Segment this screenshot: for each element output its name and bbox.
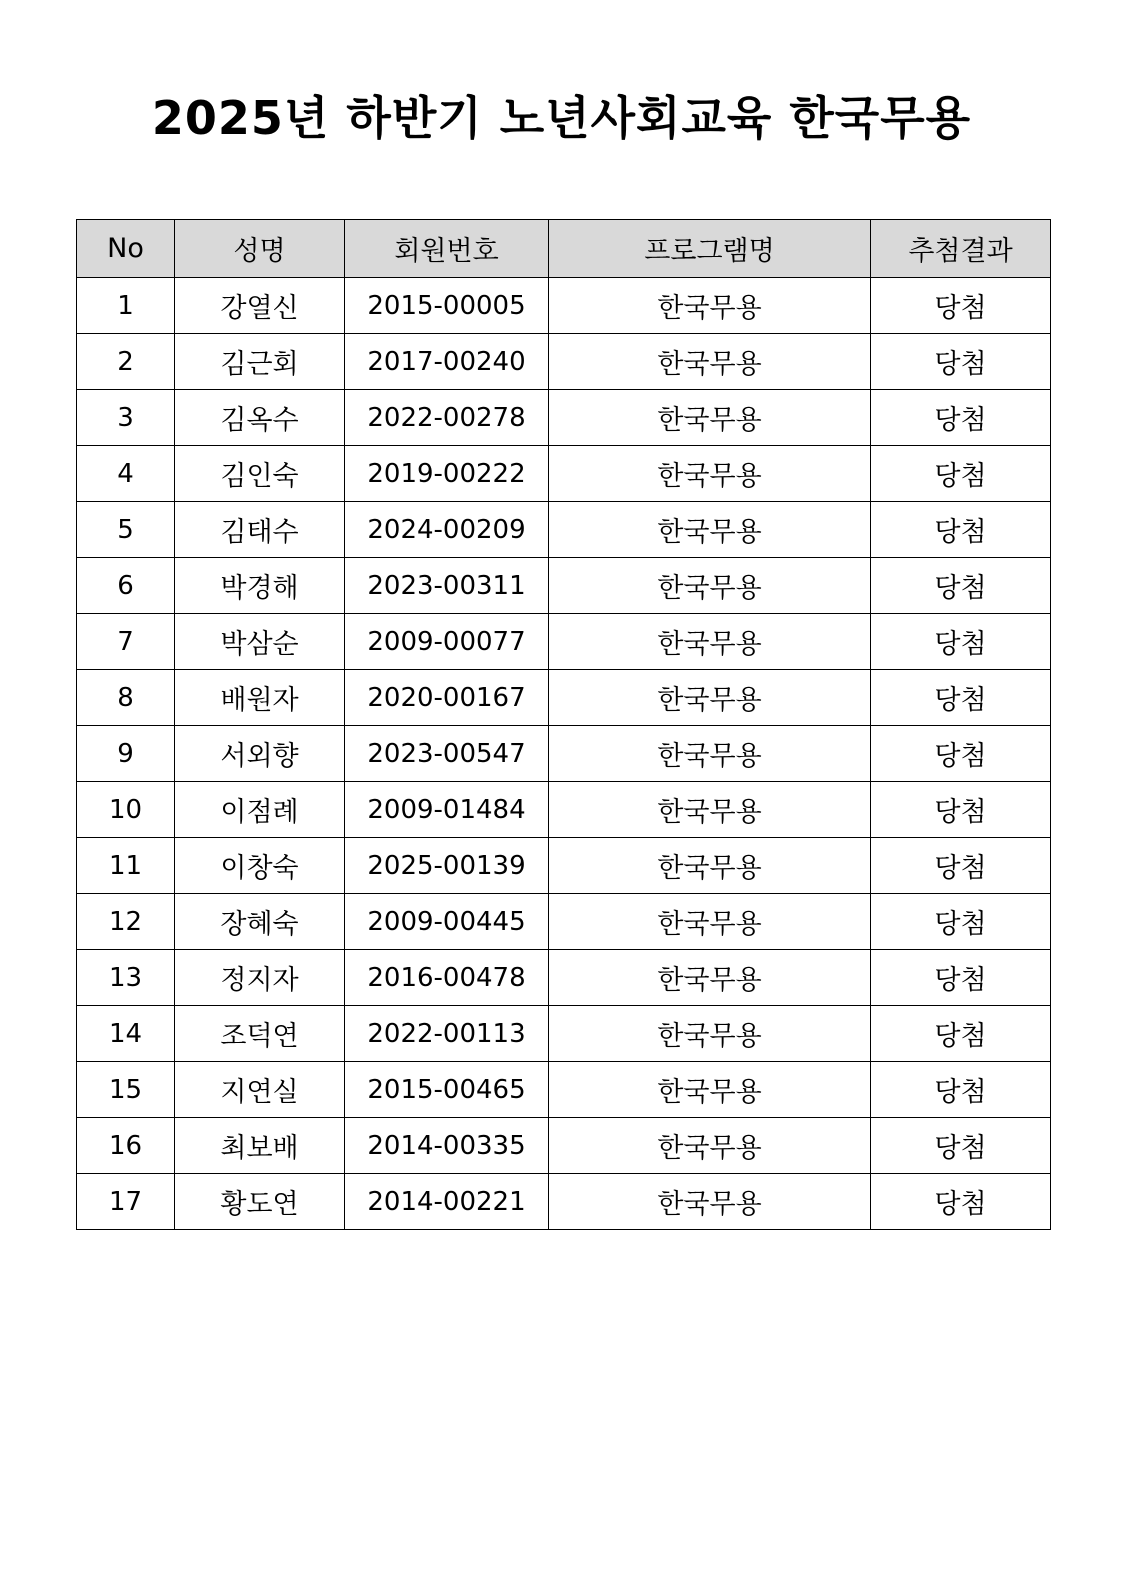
cell-result: 당첨 — [871, 1006, 1051, 1062]
cell-no: 13 — [77, 950, 175, 1006]
cell-program: 한국무용 — [549, 726, 871, 782]
cell-name: 서외향 — [175, 726, 345, 782]
cell-name: 최보배 — [175, 1118, 345, 1174]
cell-member-id: 2022-00278 — [345, 390, 549, 446]
cell-program: 한국무용 — [549, 558, 871, 614]
cell-name: 이창숙 — [175, 838, 345, 894]
table-row — [77, 894, 1051, 950]
cell-member-id: 2025-00139 — [345, 838, 549, 894]
cell-name: 김태수 — [175, 502, 345, 558]
cell-name: 김옥수 — [175, 390, 345, 446]
cell-no: 10 — [77, 782, 175, 838]
cell-program: 한국무용 — [549, 614, 871, 670]
cell-result: 당첨 — [871, 502, 1051, 558]
cell-program: 한국무용 — [549, 1118, 871, 1174]
cell-no: 15 — [77, 1062, 175, 1118]
table-row — [77, 278, 1051, 334]
table-header-row — [77, 220, 1051, 278]
cell-member-id: 2015-00005 — [345, 278, 549, 334]
cell-program: 한국무용 — [549, 390, 871, 446]
cell-name: 김인숙 — [175, 446, 345, 502]
cell-result: 당첨 — [871, 670, 1051, 726]
table-row — [77, 1062, 1051, 1118]
cell-member-id: 2020-00167 — [345, 670, 549, 726]
cell-no: 7 — [77, 614, 175, 670]
cell-program: 한국무용 — [549, 782, 871, 838]
cell-no: 1 — [77, 278, 175, 334]
cell-result: 당첨 — [871, 726, 1051, 782]
cell-result: 당첨 — [871, 278, 1051, 334]
cell-name: 강열신 — [175, 278, 345, 334]
table-row — [77, 446, 1051, 502]
cell-result: 당첨 — [871, 1062, 1051, 1118]
cell-program: 한국무용 — [549, 1062, 871, 1118]
lottery-result-table — [76, 219, 1051, 1230]
cell-result: 당첨 — [871, 614, 1051, 670]
cell-no: 14 — [77, 1006, 175, 1062]
cell-result: 당첨 — [871, 894, 1051, 950]
cell-member-id: 2014-00221 — [345, 1174, 549, 1230]
table-row — [77, 502, 1051, 558]
cell-member-id: 2009-01484 — [345, 782, 549, 838]
cell-name: 정지자 — [175, 950, 345, 1006]
cell-name: 장혜숙 — [175, 894, 345, 950]
table-row — [77, 782, 1051, 838]
table-row — [77, 1174, 1051, 1230]
header-program: 프로그램명 — [549, 220, 871, 278]
cell-result: 당첨 — [871, 390, 1051, 446]
cell-program: 한국무용 — [549, 894, 871, 950]
header-no: No — [77, 220, 175, 278]
cell-program: 한국무용 — [549, 950, 871, 1006]
cell-program: 한국무용 — [549, 278, 871, 334]
header-member-id: 회원번호 — [345, 220, 549, 278]
cell-name: 박삼순 — [175, 614, 345, 670]
cell-program: 한국무용 — [549, 1174, 871, 1230]
cell-no: 3 — [77, 390, 175, 446]
cell-member-id: 2023-00311 — [345, 558, 549, 614]
cell-member-id: 2019-00222 — [345, 446, 549, 502]
cell-program: 한국무용 — [549, 838, 871, 894]
header-name: 성명 — [175, 220, 345, 278]
cell-member-id: 2015-00465 — [345, 1062, 549, 1118]
cell-program: 한국무용 — [549, 670, 871, 726]
cell-no: 17 — [77, 1174, 175, 1230]
cell-program: 한국무용 — [549, 1006, 871, 1062]
cell-result: 당첨 — [871, 334, 1051, 390]
cell-name: 김근회 — [175, 334, 345, 390]
cell-result: 당첨 — [871, 782, 1051, 838]
cell-member-id: 2023-00547 — [345, 726, 549, 782]
cell-member-id: 2017-00240 — [345, 334, 549, 390]
cell-name: 배원자 — [175, 670, 345, 726]
cell-no: 5 — [77, 502, 175, 558]
table-row — [77, 1006, 1051, 1062]
cell-program: 한국무용 — [549, 334, 871, 390]
cell-no: 6 — [77, 558, 175, 614]
table-row — [77, 838, 1051, 894]
cell-name: 황도연 — [175, 1174, 345, 1230]
cell-result: 당첨 — [871, 558, 1051, 614]
cell-name: 이점례 — [175, 782, 345, 838]
cell-member-id: 2009-00445 — [345, 894, 549, 950]
cell-result: 당첨 — [871, 838, 1051, 894]
table-row — [77, 950, 1051, 1006]
cell-no: 12 — [77, 894, 175, 950]
cell-member-id: 2009-00077 — [345, 614, 549, 670]
cell-name: 조덕연 — [175, 1006, 345, 1062]
cell-name: 박경해 — [175, 558, 345, 614]
header-result: 추첨결과 — [871, 220, 1051, 278]
cell-no: 9 — [77, 726, 175, 782]
page-title: 2025년 하반기 노년사회교육 한국무용 — [151, 91, 972, 145]
table-row — [77, 390, 1051, 446]
table-row — [77, 1118, 1051, 1174]
cell-result: 당첨 — [871, 1118, 1051, 1174]
cell-program: 한국무용 — [549, 446, 871, 502]
cell-name: 지연실 — [175, 1062, 345, 1118]
cell-result: 당첨 — [871, 950, 1051, 1006]
cell-no: 4 — [77, 446, 175, 502]
table-row — [77, 670, 1051, 726]
cell-member-id: 2016-00478 — [345, 950, 549, 1006]
table-row — [77, 614, 1051, 670]
table-row — [77, 334, 1051, 390]
cell-no: 8 — [77, 670, 175, 726]
cell-member-id: 2024-00209 — [345, 502, 549, 558]
table-body — [77, 278, 1051, 1230]
cell-result: 당첨 — [871, 446, 1051, 502]
cell-no: 2 — [77, 334, 175, 390]
cell-member-id: 2014-00335 — [345, 1118, 549, 1174]
cell-result: 당첨 — [871, 1174, 1051, 1230]
table-row — [77, 558, 1051, 614]
cell-member-id: 2022-00113 — [345, 1006, 549, 1062]
cell-program: 한국무용 — [549, 502, 871, 558]
cell-no: 11 — [77, 838, 175, 894]
table-row — [77, 726, 1051, 782]
cell-no: 16 — [77, 1118, 175, 1174]
